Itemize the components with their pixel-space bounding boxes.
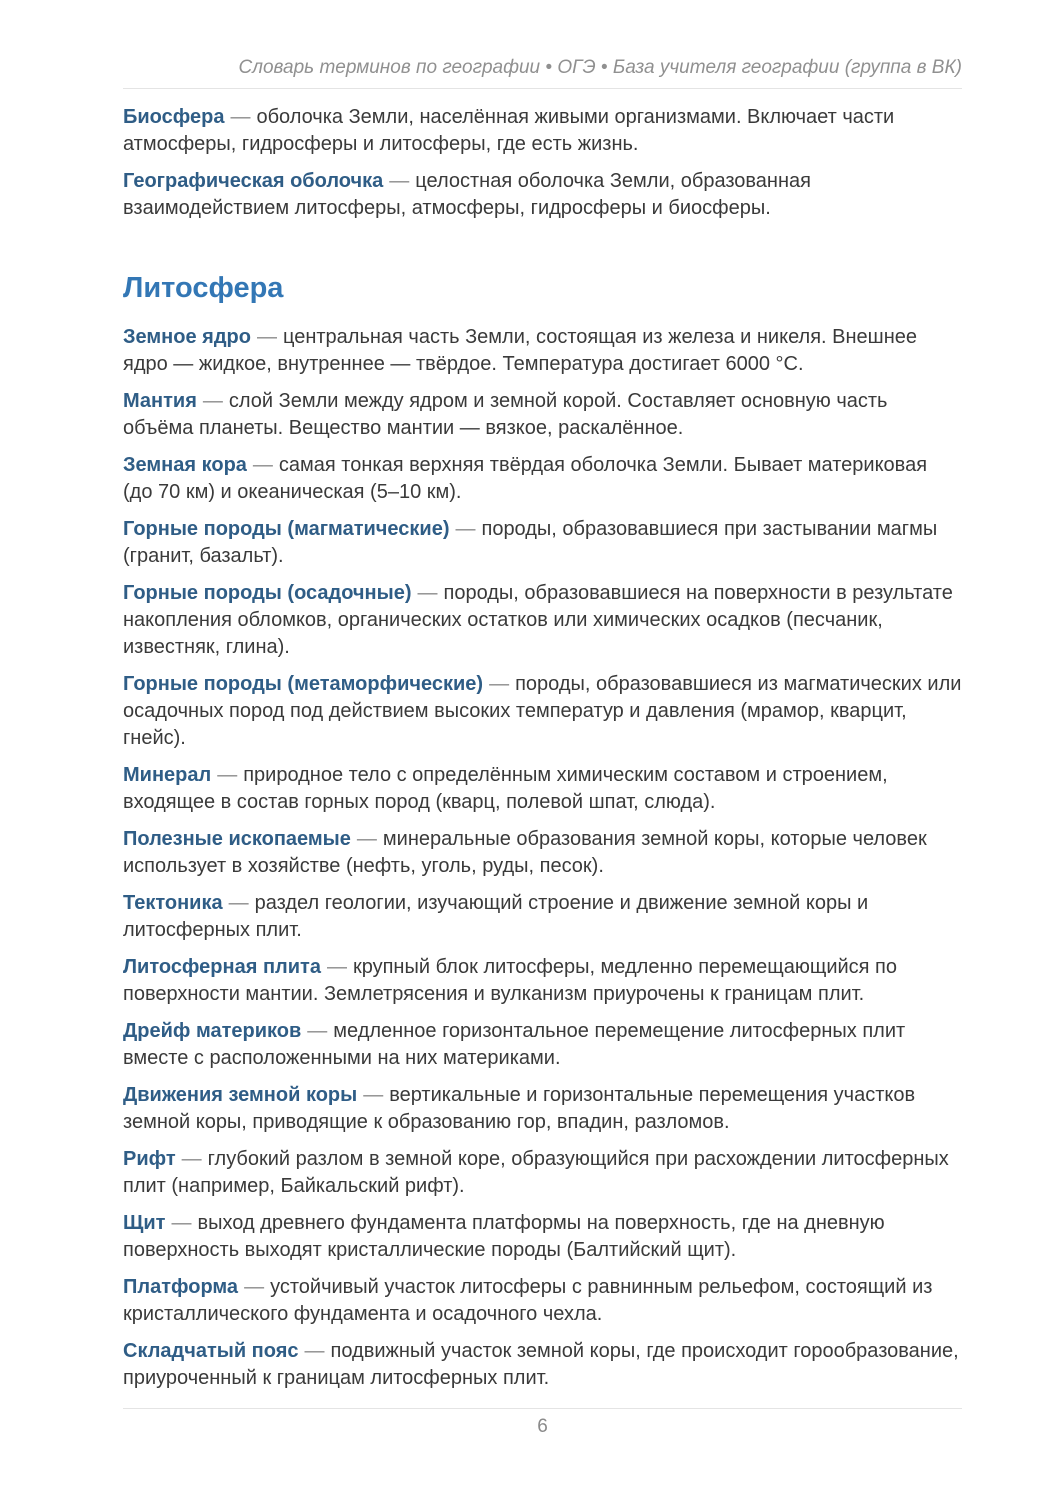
term-text: Платформа: [123, 1276, 239, 1298]
section-title-litosfera: Литосфера: [123, 272, 284, 304]
glossary-entry: [123, 516, 962, 570]
glossary-entry: [123, 104, 962, 158]
definition-text: природное тело с определённым химическим составом и строением, входящее в состав горных пород (кварц, полевой шпат, слюда).: [123, 764, 888, 813]
definition-text: породы, образовавшиеся на поверхности в результате накопления обломков, органических остатков или химических осадков (песчаник, известняк, глина).: [123, 582, 953, 658]
term-text: Движения земной коры: [123, 1084, 358, 1106]
definition-text: породы, образовавшиеся при застывании магмы (гранит, базальт).: [123, 518, 938, 567]
dash-separator: —: [356, 828, 377, 850]
dash-separator: —: [228, 892, 249, 914]
term-text: Складчатый пояс: [123, 1340, 299, 1362]
dash-separator: —: [252, 454, 273, 476]
running-header: Словарь терминов по географии • ОГЭ • База учителя географии (группа в ВК): [123, 0, 962, 89]
dash-separator: —: [181, 1148, 202, 1170]
definition-text: выход древнего фундамента платформы на поверхность, где на дневную поверхность выходят кристаллические породы (Балтийский щит).: [123, 1212, 885, 1261]
term-text: Биосфера: [123, 106, 225, 128]
dash-separator: —: [326, 956, 347, 978]
term-text: Рифт: [123, 1148, 176, 1170]
glossary-entry: [123, 954, 962, 1008]
glossary-entry: [123, 324, 962, 378]
glossary-entry: [123, 1082, 962, 1136]
definition-text: вертикальные и горизонтальные перемещения участков земной коры, приводящие к образованию гор, впадин, разломов.: [123, 1084, 916, 1133]
definition-text: крупный блок литосферы, медленно перемещающийся по поверхности мантии. Землетрясения и вулканизм приурочены к границам плит.: [123, 956, 898, 1005]
term-text: Дрейф материков: [123, 1020, 302, 1042]
glossary-entry: [123, 1146, 962, 1200]
term-text: Горные породы (магматические): [123, 518, 450, 540]
definition-text: устойчивый участок литосферы с равнинным рельефом, состоящий из кристаллического фундамента и осадочного чехла.: [123, 1276, 933, 1325]
glossary-entry: [123, 168, 962, 222]
definition-text: глубокий разлом в земной коре, образующийся при расхождении литосферных плит (например, Байкальский рифт).: [123, 1148, 949, 1197]
page-footer: [123, 1408, 962, 1438]
dash-separator: —: [417, 582, 438, 604]
term-text: Минерал: [123, 764, 212, 786]
term-text: Тектоника: [123, 892, 223, 914]
page-number: 6: [537, 1416, 548, 1437]
glossary-entry: [123, 388, 962, 442]
dash-separator: —: [304, 1340, 325, 1362]
glossary-entry: [123, 762, 962, 816]
dash-separator: —: [217, 764, 238, 786]
definition-text: породы, образовавшиеся из магматических или осадочных пород под действием высоких температур и давления (мрамор, кварцит, гнейс).: [123, 673, 962, 749]
term-text: Полезные ископаемые: [123, 828, 351, 850]
glossary-entry: [123, 1274, 962, 1328]
glossary-entry: [123, 580, 962, 661]
definition-text: слой Земли между ядром и земной корой. Составляет основную часть объёма планеты. Вещество мантии — вязкое, раскалённое.: [123, 390, 888, 439]
glossary-entry: [123, 826, 962, 880]
dash-separator: —: [202, 390, 223, 412]
dash-separator: —: [230, 106, 251, 128]
glossary-entry: [123, 1210, 962, 1264]
term-text: Мантия: [123, 390, 197, 412]
glossary-entry: [123, 1018, 962, 1072]
glossary-entry: [123, 671, 962, 752]
dash-separator: —: [307, 1020, 328, 1042]
dash-separator: —: [363, 1084, 384, 1106]
definition-text: центральная часть Земли, состоящая из железа и никеля. Внешнее ядро — жидкое, внутреннее — твёрдое. Температура достигает 6000 °C.: [123, 326, 917, 375]
dash-separator: —: [256, 326, 277, 348]
definition-text: оболочка Земли, населённая живыми организмами. Включает части атмосферы, гидросферы и литосферы, где есть жизнь.: [123, 106, 895, 155]
term-text: Горные породы (метаморфические): [123, 673, 484, 695]
glossary-entry: [123, 452, 962, 506]
glossary-content: [123, 89, 962, 1392]
dash-separator: —: [455, 518, 476, 540]
dash-separator: —: [389, 170, 410, 192]
term-text: Горные породы (осадочные): [123, 582, 412, 604]
definition-text: минеральные образования земной коры, которые человек использует в хозяйстве (нефть, уголь, руды, песок).: [123, 828, 927, 877]
term-text: Литосферная плита: [123, 956, 321, 978]
term-text: Земное ядро: [123, 326, 251, 348]
definition-text: медленное горизонтальное перемещение литосферных плит вместе с расположенными на них материками.: [123, 1020, 906, 1069]
dash-separator: —: [171, 1212, 192, 1234]
term-text: Щит: [123, 1212, 166, 1234]
definition-text: раздел геологии, изучающий строение и движение земной коры и литосферных плит.: [123, 892, 869, 941]
term-text: Земная кора: [123, 454, 247, 476]
definition-text: самая тонкая верхняя твёрдая оболочка Земли. Бывает материковая (до 70 км) и океаническая (5–10 км).: [123, 454, 928, 503]
dash-separator: —: [489, 673, 510, 695]
glossary-entry: [123, 890, 962, 944]
term-text: Географическая оболочка: [123, 170, 384, 192]
definition-text: подвижный участок земной коры, где происходит горообразование, приуроченный к границам литосферных плит.: [123, 1340, 959, 1389]
dash-separator: —: [244, 1276, 265, 1298]
glossary-entry: [123, 1338, 962, 1392]
definition-text: целостная оболочка Земли, образованная взаимодействием литосферы, атмосферы, гидросферы и биосферы.: [123, 170, 811, 219]
